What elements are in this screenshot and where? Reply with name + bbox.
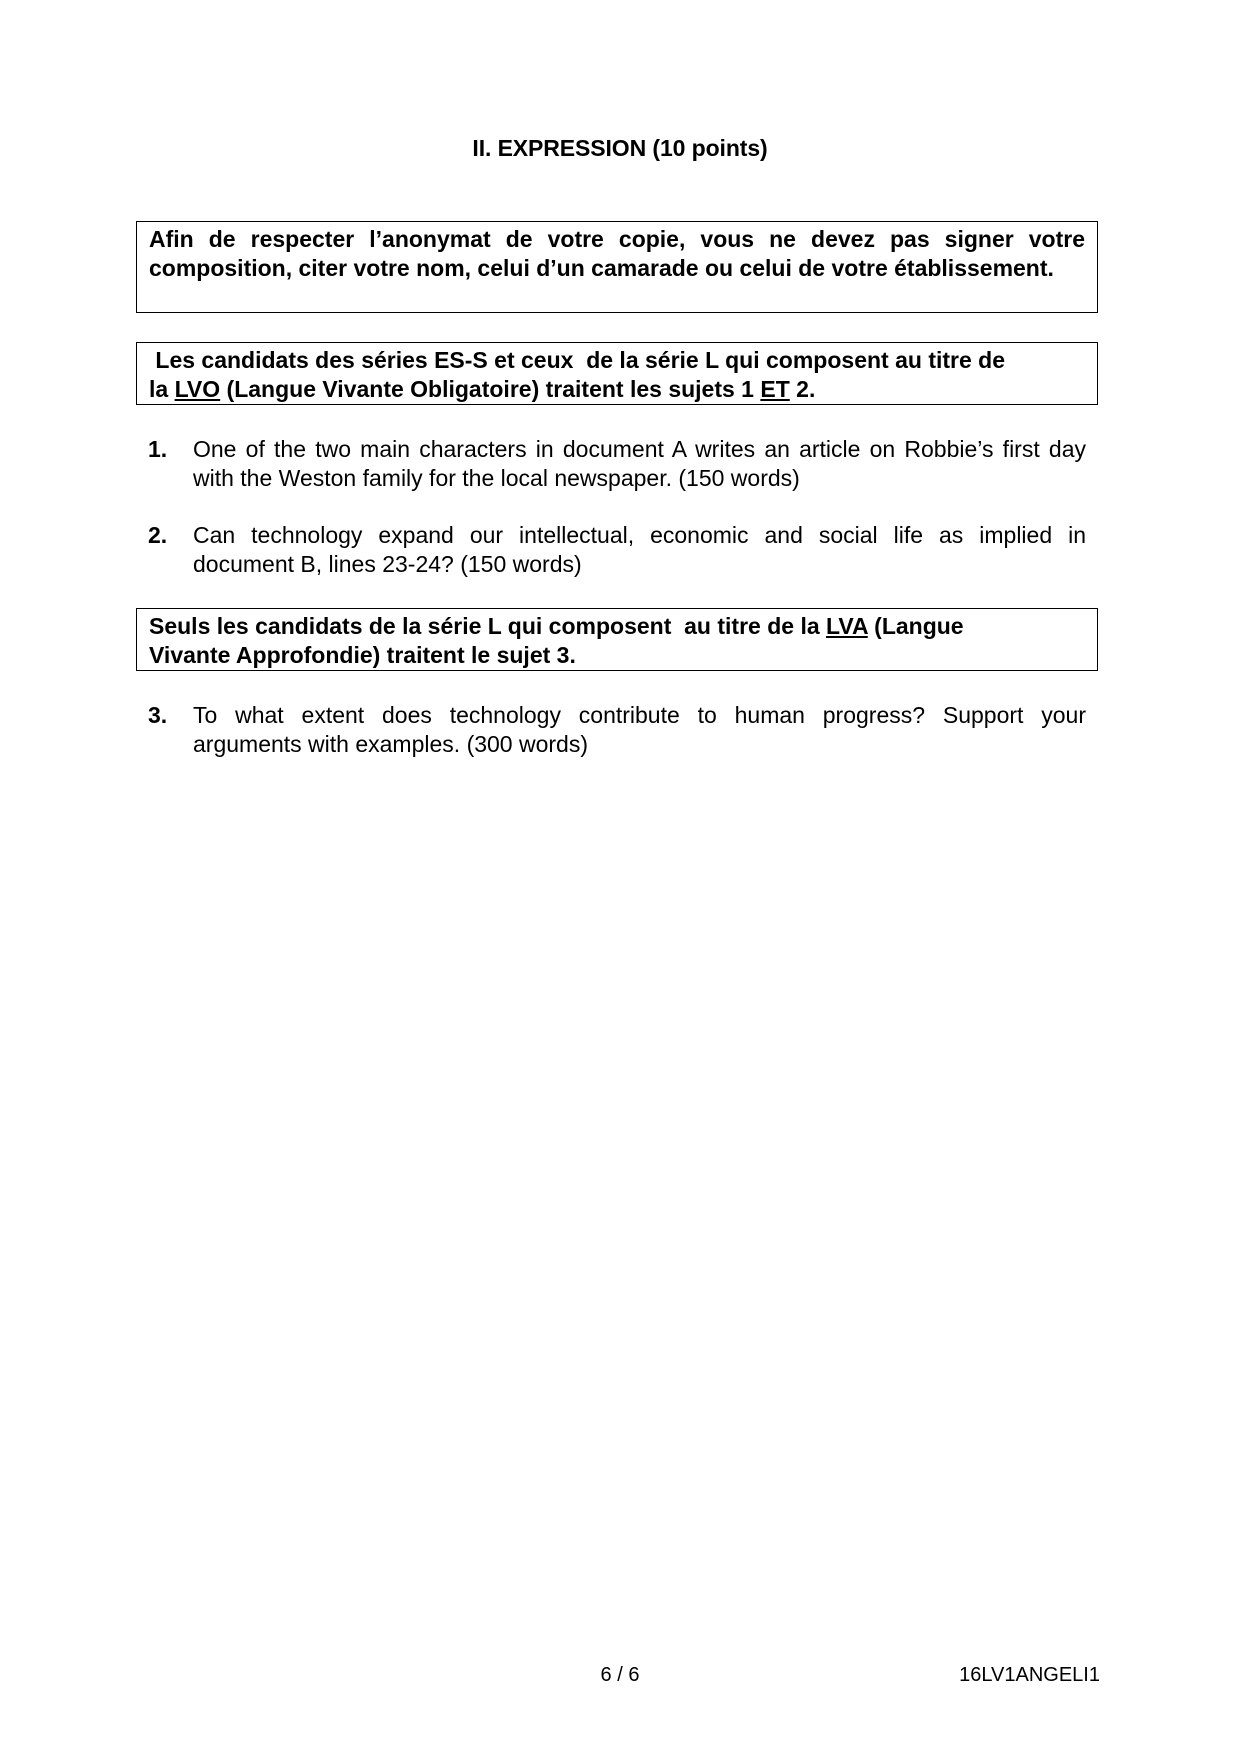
lva-abbreviation: LVA	[826, 613, 868, 639]
page-number: 6 / 6	[600, 1664, 640, 1686]
question-2-text: Can technology expand our intellectual, economic and social life as implied in document B, lines 23-24? (150 words)	[193, 522, 1086, 577]
lvo-instruction-line-1	[149, 346, 1085, 375]
lvo-line-2-suffix: 2.	[789, 376, 816, 402]
question-2	[148, 521, 1098, 579]
lvo-abbreviation: LVO	[174, 376, 221, 402]
lva-instruction-box	[136, 608, 1098, 671]
lvo-instruction-line-2	[149, 375, 1085, 404]
question-2-number: 2.	[148, 522, 168, 548]
question-1-number: 1.	[148, 436, 168, 462]
lva-instruction-line-1	[149, 612, 1085, 641]
lva-instruction-line-2: Vivante Approfondie) traitent le sujet 3.	[149, 642, 576, 668]
page-title: II. EXPRESSION (10 points)	[472, 135, 768, 161]
lvo-line-2-prefix: la	[149, 376, 175, 402]
lva-line-1-suffix: (Langue	[867, 613, 964, 639]
lva-line-1-prefix: Seuls les candidats de la série L qui composent au titre de la	[149, 613, 827, 639]
lvo-line-2-middle: (Langue Vivante Obligatoire) traitent les sujets 1	[220, 376, 761, 402]
question-1	[148, 435, 1098, 493]
et-keyword: ET	[760, 376, 790, 402]
lvo-line-1-text: Les candidats des séries ES-S et ceux de la série L qui composent au titre de	[149, 347, 1005, 373]
lvo-instruction-box	[136, 342, 1098, 405]
question-3-number: 3.	[148, 702, 168, 728]
question-3	[148, 701, 1098, 759]
question-1-text: One of the two main characters in document A writes an article on Robbie’s first day with the Weston family for the local newspaper. (150 words)	[193, 436, 1086, 491]
anonymity-notice-box	[136, 221, 1098, 313]
document-code: 16LV1ANGELI1	[959, 1664, 1100, 1686]
anonymity-notice-text: Afin de respecter l’anonymat de votre copie, vous ne devez pas signer votre composition, citer votre nom, celui d’un camarade ou celui de votre établissement.	[149, 226, 1085, 281]
question-3-text: To what extent does technology contribute to human progress? Support your arguments with examples. (300 words)	[193, 702, 1086, 757]
